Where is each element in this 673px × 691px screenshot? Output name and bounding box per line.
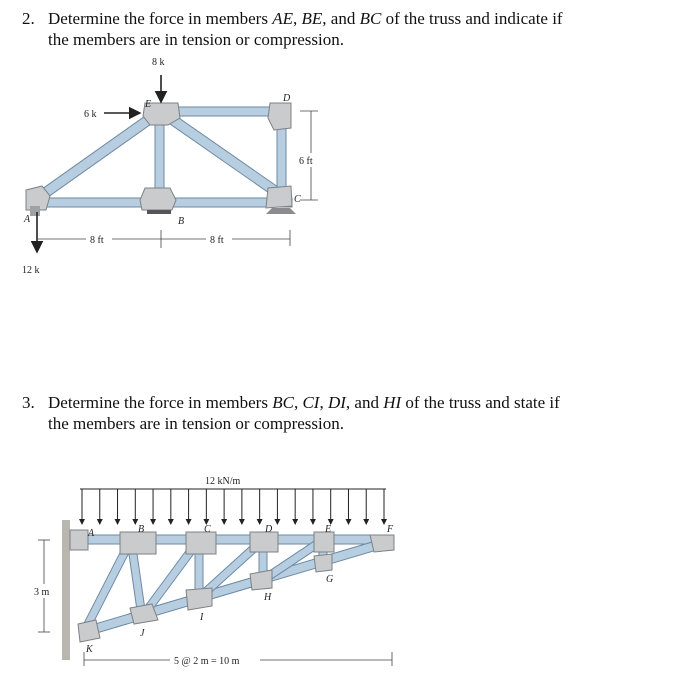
label-8k: 8 k — [152, 57, 165, 68]
plate-c3 — [186, 532, 216, 554]
node-i3-label: I — [200, 612, 204, 623]
problem-2-number: 2. — [22, 9, 35, 28]
node-d3-label: D — [265, 524, 273, 535]
problem-2-line-2: the members are in tension or compression. — [48, 30, 345, 49]
plate-e3 — [314, 532, 334, 552]
problem-3-text-end: of the truss and state if — [401, 393, 560, 412]
separator: , — [293, 393, 303, 412]
separator: , — [293, 9, 302, 28]
dim-right-label: 8 ft — [210, 235, 224, 246]
separator: , and — [345, 393, 384, 412]
distributed-load — [82, 489, 384, 524]
node-a3-label: A — [88, 528, 95, 539]
problem-3-line-2: the members are in tension or compression. — [48, 414, 345, 433]
node-e-label: E — [145, 99, 152, 110]
node-a-label: A — [24, 214, 31, 225]
node-g3-label: G — [326, 574, 334, 585]
node-k3-label: K — [86, 644, 93, 655]
plate-f3 — [370, 535, 394, 552]
node-c-label: C — [294, 194, 301, 205]
dim-left-label: 8 ft — [90, 235, 104, 246]
node-d-label: D — [283, 93, 291, 104]
node-e3-label: E — [325, 524, 332, 535]
label-6k: 6 k — [84, 109, 97, 120]
label-load: 12 kN/m — [205, 476, 241, 487]
member-ae: AE — [272, 9, 293, 28]
member-be: BE — [301, 9, 323, 28]
separator: , — [319, 393, 328, 412]
node-j3-label: J — [140, 628, 145, 639]
dim-span-label: 5 @ 2 m = 10 m — [174, 656, 240, 667]
node-b3-label: B — [138, 524, 145, 535]
problem-3-number: 3. — [22, 393, 35, 412]
plate-b3 — [120, 532, 156, 554]
separator: , and — [322, 9, 360, 28]
plate-k3 — [78, 620, 100, 642]
node-b-label: B — [178, 216, 185, 227]
problem-2-text-start: Determine the force in members — [48, 9, 273, 28]
member-bc: BC — [359, 9, 382, 28]
node-h3-label: H — [264, 592, 272, 603]
member-ci: CI — [302, 393, 320, 412]
node-f3-label: F — [387, 524, 394, 535]
problem-2-text-end: of the truss and indicate if — [381, 9, 563, 28]
member-bc-3: BC — [272, 393, 294, 412]
problem-3-text-start: Determine the force in members — [48, 393, 273, 412]
wall-3 — [62, 520, 70, 660]
dim-height-label: 6 ft — [299, 156, 313, 167]
plate-g3 — [314, 554, 332, 572]
member-di: DI — [327, 393, 346, 412]
member-hi: HI — [383, 393, 402, 412]
plate-d3 — [250, 532, 278, 552]
node-c3-label: C — [204, 524, 211, 535]
plate-h3 — [250, 570, 272, 590]
label-12k: 12 k — [22, 265, 40, 276]
plate-a3 — [70, 530, 88, 550]
dim-3m-label: 3 m — [34, 587, 50, 598]
plate-i3 — [186, 588, 212, 610]
